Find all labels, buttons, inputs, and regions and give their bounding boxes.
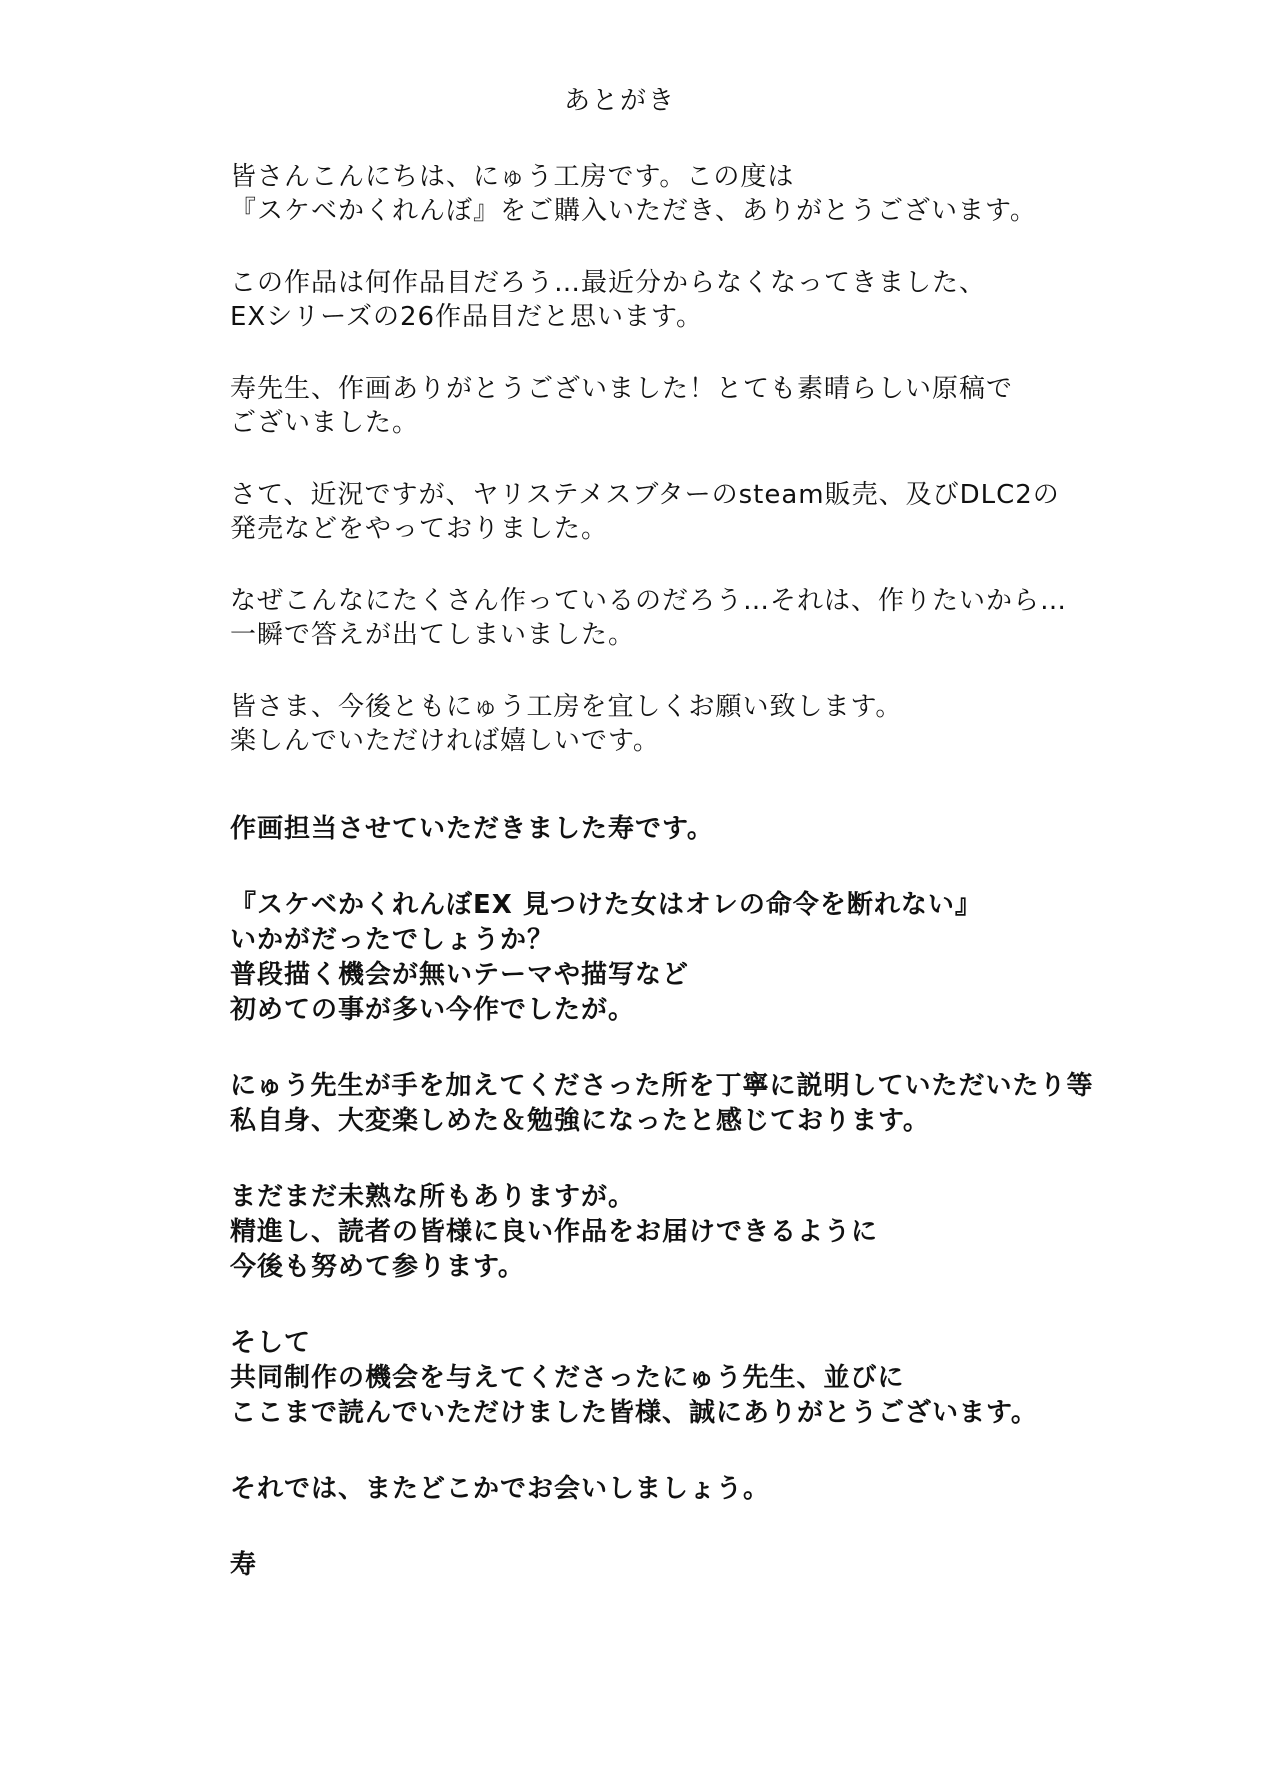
text-line: 私自身、大変楽しめた＆勉強になったと感じております。 xyxy=(230,1106,930,1136)
signature xyxy=(230,1548,1230,1583)
text-line: なぜこんなにたくさん作っているのだろう…それは、作りたいから… xyxy=(230,586,1068,616)
paragraph xyxy=(230,1069,1230,1139)
text-line: 今後も努めて参ります。 xyxy=(230,1252,525,1282)
text-line: 発売などをやっておりました。 xyxy=(230,514,609,544)
text-line: 初めての事が多い今作でしたが。 xyxy=(230,995,636,1025)
paragraph xyxy=(230,478,1230,546)
artist-message xyxy=(230,812,1230,1624)
text-line: 精進し、読者の皆様に良い作品をお届けできるように xyxy=(230,1217,879,1247)
text-line: 寿先生、作画ありがとうございました！とても素晴らしい原稿で xyxy=(230,374,1014,404)
text-line: 皆さんこんにちは、にゅう工房です。この度は xyxy=(230,162,795,192)
paragraph xyxy=(230,266,1230,334)
paragraph xyxy=(230,160,1230,228)
text-line: まだまだ未熟な所もありますが。 xyxy=(230,1182,636,1212)
paragraph xyxy=(230,812,1230,847)
text-line: さて、近況ですが、ヤリステメスブターのsteam販売、及びDLC2の xyxy=(230,480,1060,510)
paragraph xyxy=(230,690,1230,758)
publisher-message xyxy=(230,160,1230,796)
paragraph xyxy=(230,1326,1230,1431)
text-line: ございました。 xyxy=(230,408,420,438)
text-line: 普段描く機会が無いテーマや描写など xyxy=(230,960,690,990)
text-line: いかがだったでしょうか？ xyxy=(230,925,555,955)
paragraph xyxy=(230,372,1230,440)
text-line: それでは、またどこかでお会いしましょう。 xyxy=(230,1474,771,1504)
text-line: 『スケベかくれんぼ』をご購入いただき、ありがとうございます。 xyxy=(230,196,1037,226)
text-line: にゅう先生が手を加えてくださった所を丁寧に説明していただいたり等 xyxy=(230,1071,1094,1101)
paragraph xyxy=(230,1180,1230,1285)
text-line: そして xyxy=(230,1328,312,1358)
text-line: 共同制作の機会を与えてくださったにゅう先生、並びに xyxy=(230,1363,905,1393)
page-title: あとがき xyxy=(563,86,676,116)
paragraph xyxy=(230,888,1230,1028)
paragraph xyxy=(230,584,1230,652)
text-line: 『スケベかくれんぼEX 見つけた女はオレの命令を断れない』 xyxy=(230,890,982,920)
paragraph xyxy=(230,1472,1230,1507)
text-line: 楽しんでいただければ嬉しいです。 xyxy=(230,726,660,756)
text-line: 皆さま、今後ともにゅう工房を宜しくお願い致します。 xyxy=(230,692,903,722)
signature-text: 寿 xyxy=(230,1550,258,1580)
text-line: 一瞬で答えが出てしまいました。 xyxy=(230,620,636,650)
text-line: EXシリーズの26作品目だと思います。 xyxy=(230,302,703,332)
text-line: この作品は何作品目だろう…最近分からなくなってきました、 xyxy=(230,268,987,298)
text-line: 作画担当させていただきました寿です。 xyxy=(230,814,714,844)
text-line: ここまで読んでいただけました皆様、誠にありがとうございます。 xyxy=(230,1398,1038,1428)
